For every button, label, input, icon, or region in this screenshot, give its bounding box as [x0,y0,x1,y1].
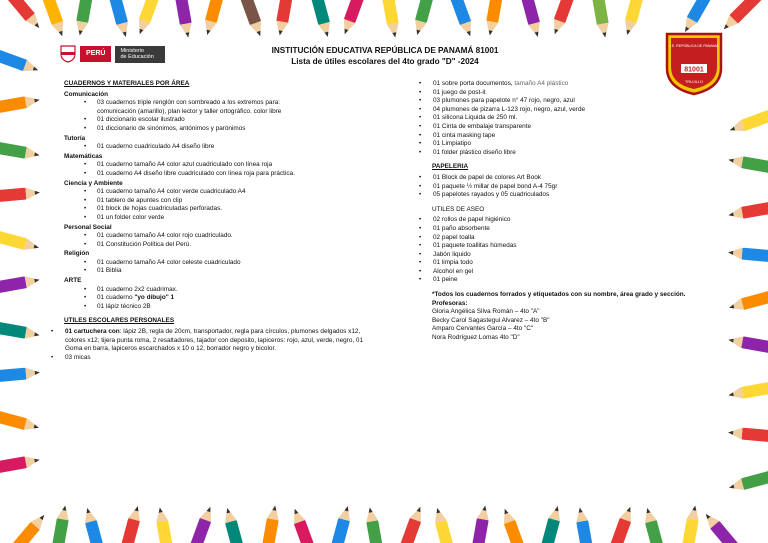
list-item: • 01 un folder color verde [64,214,364,223]
list-item: • 01 cuaderno tamaño A4 color azul cuadriculado con línea roja [64,161,364,170]
subject-ciencia: Ciencia y Ambiente [64,179,123,187]
personal-list [64,232,364,249]
materials-list [418,80,718,157]
profesora-name: Nora Rodríguez Lomas 4to "D" [432,334,520,342]
list-item: • 01 peine [418,276,718,285]
matematicas-list [64,161,364,178]
list-item: • 01 silicona Liquida de 250 ml. [418,114,718,123]
minedu-logo [60,45,165,63]
ministerio-label: Ministerio de Educación [115,46,165,63]
notes-block [432,291,717,343]
list-item: • 03 micas [50,354,364,363]
section-title-aseo: UTILES DE ASEO [432,205,485,213]
religion-list [64,259,364,276]
peru-label: PERÚ [80,46,111,62]
right-column [418,80,718,343]
list-item: • 01 cartuchera con: lápiz 2B, regla de 20cm, transportador, regla para círculos, plumones delgados x12, colores x12, tijera punta roma, 2 resaltadores, tajador con deposito, lapiceros: rojo, azul, verde, negro, 01 Goma en barra, lapiceros escarchados x 10 o 12, borrador negro y bicolor. [50,328,364,354]
left-column [64,80,364,363]
list-item: • 01 Limpiatipo [418,140,718,149]
papeleria-list [418,174,718,200]
list-item: • 01 cinta masking tape [418,132,718,141]
list-item: • 01 limpia todo [418,259,718,268]
profesora-name: Becky Carol Sagastegui Alvarez – 4to "B" [432,316,550,324]
list-item: • 05 papelotes rayados y 05 cuadriculados [418,191,718,200]
list-item: • 01 paquete ½ millar de papel bond A-4 75gr [418,183,718,192]
crest-bottom-text: TRUJILLO [685,80,703,84]
profesoras-title: Profesoras: [432,299,468,307]
list-item: • 01 cuaderno A4 diseño libre cuadriculado con línea roja para práctica. [64,170,364,179]
list-item: • Alcohol en gel [418,268,718,277]
utiles-list [64,328,364,362]
profesora-name: Amparo Cervantes García – 4to "C" [432,325,534,333]
list-item: • 01 lápiz técnico 2B [64,303,364,312]
subject-matematicas: Matemáticas [64,152,103,160]
list-item: • 03 cuadernos triple renglón con sombreado a los extremos para: [64,99,364,108]
crest-top-text: I.E. REPÚBLICA DE PANAMÁ [669,44,719,48]
list-item: • 01 cuaderno tamaño A4 color verde cuadriculado A4 [64,188,364,197]
tutoria-list [64,143,364,152]
peru-shield-icon [60,45,76,63]
subject-comunicacion: Comunicación [64,90,109,98]
list-item: • 02 papel toalla [418,234,718,243]
crest-number: 81001 [684,66,704,74]
ciencia-list [64,188,364,222]
arte-list [64,286,364,312]
subject-personal-social: Personal Social [64,223,112,231]
list-item: • 01 folder plástico diseño libre [418,149,718,158]
list-item-continuation: comunicación (amarillo), plan lector y taller ortográfico. color libre [97,107,282,115]
list-item: • 01 cuaderno tamaño A4 color rojo cuadriculado. [64,232,364,241]
section-title-utiles: UTILES ESCOLARES PERSONALES [64,317,175,325]
list-item: • 01 Block de papel de colores Art Book [418,174,718,183]
list-item: • 01 tablero de apuntes con clip [64,197,364,206]
list-item: • 01 Cinta de embalaje transparente [418,123,718,132]
list-item: • 01 diccionario escolar ilustrado [64,116,364,125]
list-item: • Jabón liquido [418,251,718,260]
section-title-cuadernos: CUADERNOS Y MATERIALES POR ÁREA [64,80,190,87]
list-item: • 01 Biblia [64,267,364,276]
list-item: • 01 cuaderno 2x2 cuadrimax. [64,286,364,295]
list-title: Lista de útiles escolares del 4to grado "D" -2024 [291,57,479,66]
list-item: • 01 paño absorbente [418,225,718,234]
list-item: • 01 cuaderno cuadriculado A4 diseño libre [64,143,364,152]
list-item: • 04 plumones de pizarra L-123 rojo, negro, azul, verde [418,106,718,115]
list-item: • 01 block de hojas cuadriculadas perforadas. [64,205,364,214]
subject-arte: ARTE [64,277,82,285]
list-item: • 03 plumones para papelote n° 47 rojo, negro, azul [418,97,718,106]
list-item: • 01 paquete toallitas húmedas [418,242,718,251]
subject-religion: Religión [64,250,90,258]
subject-tutoria: Tutoría [64,134,86,142]
list-item: • 01 cuaderno tamaño A4 color celeste cuadriculado [64,259,364,268]
comunicacion-list [64,99,364,133]
list-item: • 02 rollos de papel higiénico [418,216,718,225]
school-name: INSTITUCIÓN EDUCATIVA REPÚBLICA DE PANAMÁ 81001 [271,46,499,55]
list-item: • 01 cuaderno "yo dibujo" 1 [64,294,364,303]
profesora-name: Gloria Angélica Silva Román – 4to "A" [432,308,540,316]
section-title-papeleria: PAPELERIA [432,163,469,171]
list-item: • 01 diccionario de sinónimos, antónimos y parónimos [64,125,364,134]
list-item: • 01 juego de post-it [418,89,718,98]
list-item: • 01 sobre porta documentos, tamaño A4 plástico [418,80,718,89]
list-item: • 01 Constitución Política del Perú. [64,241,364,250]
note-text: *Todos los cuadernos forrados y etiquetados con su nombre, área grado y sección. [432,291,686,299]
document-header [210,45,560,67]
aseo-list [418,216,718,285]
